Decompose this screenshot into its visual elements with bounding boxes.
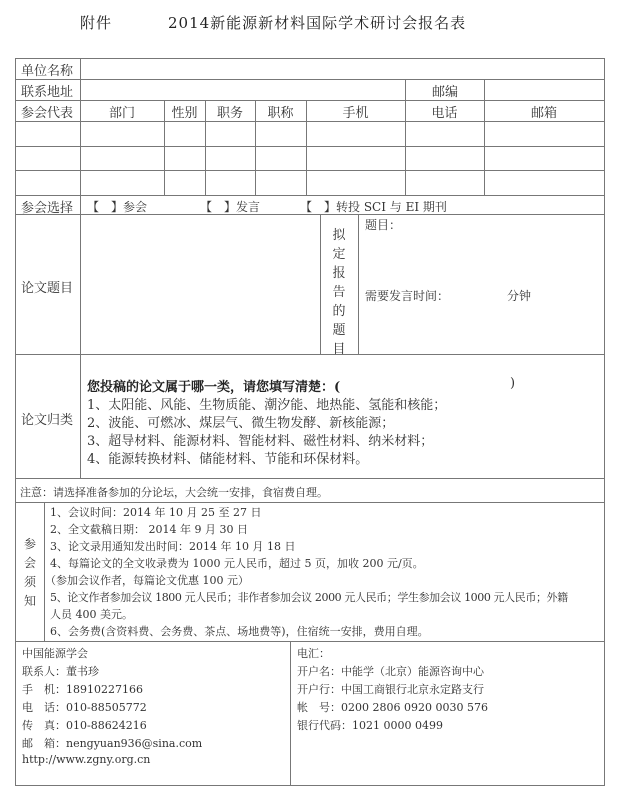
divider bbox=[320, 214, 321, 354]
char: 的 bbox=[332, 304, 346, 319]
minutes-label: 分钟 bbox=[507, 289, 532, 303]
address-field[interactable] bbox=[81, 80, 405, 100]
contact-person: 联系人：董书珍 bbox=[22, 665, 99, 678]
info-item: 4、每篇论文的全文收录费为 1000 元人民币，超过 5 页，加收 200 元/页。 bbox=[50, 557, 424, 570]
char: 拟 bbox=[332, 228, 346, 243]
char: 知 bbox=[23, 594, 36, 608]
contact-email[interactable]: 邮 箱：nengyuan936@sina.com bbox=[22, 737, 203, 750]
contact-org: 中国能源学会 bbox=[22, 647, 88, 660]
char: 报 bbox=[332, 266, 346, 281]
col-phone: 电话 bbox=[431, 106, 458, 121]
col-gender: 性别 bbox=[171, 106, 198, 121]
rep-row-3[interactable] bbox=[81, 171, 604, 195]
divider bbox=[15, 354, 605, 355]
category-item: 2、波能、可燃冰、煤层气、微生物发酵、新核能源； bbox=[87, 416, 395, 431]
info-item: 1、会议时间：2014 年 10 月 25 至 27 日 bbox=[50, 506, 262, 519]
notice: 注意：请选择准备参加的分论坛，大会统一安排，食宿费自理。 bbox=[20, 486, 328, 499]
bank-account-name: 开户名：中能学（北京）能源咨询中心 bbox=[297, 665, 484, 678]
bank-heading: 电汇： bbox=[297, 647, 330, 660]
divider bbox=[604, 58, 605, 786]
info-item: 3、论文录用通知发出时间：2014 年 10 月 18 日 bbox=[50, 540, 296, 553]
divider bbox=[15, 502, 605, 503]
info-item: （参加会议作者，每篇论文优惠 100 元） bbox=[45, 574, 249, 587]
info-item: 2、全文截稿日期： 2014 年 9 月 30 日 bbox=[50, 523, 248, 536]
divider bbox=[290, 641, 291, 785]
bank-code: 银行代码：1021 0000 0499 bbox=[297, 719, 443, 732]
postcode-field[interactable] bbox=[485, 80, 604, 100]
char: 须 bbox=[23, 575, 36, 589]
contact-phone: 电 话：010-88505772 bbox=[22, 701, 147, 714]
address-label: 联系地址 bbox=[21, 85, 74, 100]
bank-name: 开户行：中国工商银行北京永定路支行 bbox=[297, 683, 484, 696]
col-mobile: 手机 bbox=[342, 106, 369, 121]
category-prompt-close: ) bbox=[510, 376, 516, 391]
speech-time-label: 需要发言时间： bbox=[365, 289, 450, 303]
choice-label: 参会选择 bbox=[21, 201, 74, 216]
choice-journal[interactable]: 【 】转投 SCI 与 EI 期刊 bbox=[300, 200, 447, 214]
topic-label: 题目： bbox=[365, 218, 402, 232]
info-item: 5、论文作者参加会议 1800 元人民币；非作者参加会议 2000 元人民币；学生参加会议 1000 元人民币；外籍 bbox=[50, 591, 568, 604]
col-title: 职称 bbox=[267, 106, 294, 121]
char: 目 bbox=[332, 342, 346, 357]
char: 告 bbox=[332, 285, 346, 300]
category-label: 论文归类 bbox=[21, 413, 74, 428]
paper-title-label: 论文题目 bbox=[21, 281, 74, 296]
postcode-label: 邮编 bbox=[431, 85, 458, 100]
divider bbox=[15, 478, 605, 479]
char: 参 bbox=[23, 537, 36, 551]
divider bbox=[15, 100, 605, 101]
attachment-label: 附件 bbox=[80, 14, 113, 32]
col-position: 职务 bbox=[216, 106, 243, 121]
contact-fax: 传 真：010-88624216 bbox=[22, 719, 147, 732]
unit-name-label: 单位名称 bbox=[21, 64, 74, 79]
divider bbox=[15, 195, 605, 196]
contact-website[interactable]: http://www.zgny.org.cn bbox=[22, 753, 151, 766]
rep-row-1[interactable] bbox=[81, 122, 604, 146]
report-title-label bbox=[329, 226, 349, 359]
divider bbox=[358, 214, 359, 354]
choice-speak[interactable]: 【 】发言 bbox=[200, 200, 261, 214]
category-item: 3、超导材料、能源材料、智能材料、磁性材料、纳米材料； bbox=[87, 434, 434, 449]
paper-title-field[interactable] bbox=[81, 215, 320, 354]
char: 会 bbox=[23, 556, 36, 570]
bank-account-no: 帐 号：0200 2806 0920 0030 576 bbox=[297, 701, 488, 714]
contact-mobile: 手 机：18910227166 bbox=[22, 683, 143, 696]
char: 定 bbox=[332, 247, 346, 262]
col-email: 邮箱 bbox=[530, 106, 557, 121]
form-title: 2014新能源新材料国际学术研讨会报名表 bbox=[168, 14, 467, 32]
info-item: 人员 400 美元。 bbox=[50, 608, 133, 621]
col-department: 部门 bbox=[108, 106, 135, 121]
category-prompt: 您投稿的论文属于哪一类，请您填写清楚：( bbox=[87, 380, 341, 395]
info-item: 6、会务费(含资料费、会务费、茶点、场地费等)，住宿统一安排，费用自理。 bbox=[50, 625, 429, 638]
category-item: 1、太阳能、风能、生物质能、潮汐能、地热能、氢能和核能； bbox=[87, 398, 447, 413]
divider bbox=[15, 785, 605, 786]
rep-label: 参会代表 bbox=[21, 106, 74, 121]
unit-name-field[interactable] bbox=[81, 59, 604, 79]
divider bbox=[15, 641, 605, 642]
divider bbox=[15, 58, 16, 786]
choice-attend[interactable]: 【 】参会 bbox=[87, 200, 148, 214]
info-label bbox=[20, 535, 40, 611]
category-item: 4、能源转换材料、储能材料、节能和环保材料。 bbox=[87, 452, 369, 467]
char: 题 bbox=[332, 323, 346, 338]
rep-row-2[interactable] bbox=[81, 147, 604, 170]
